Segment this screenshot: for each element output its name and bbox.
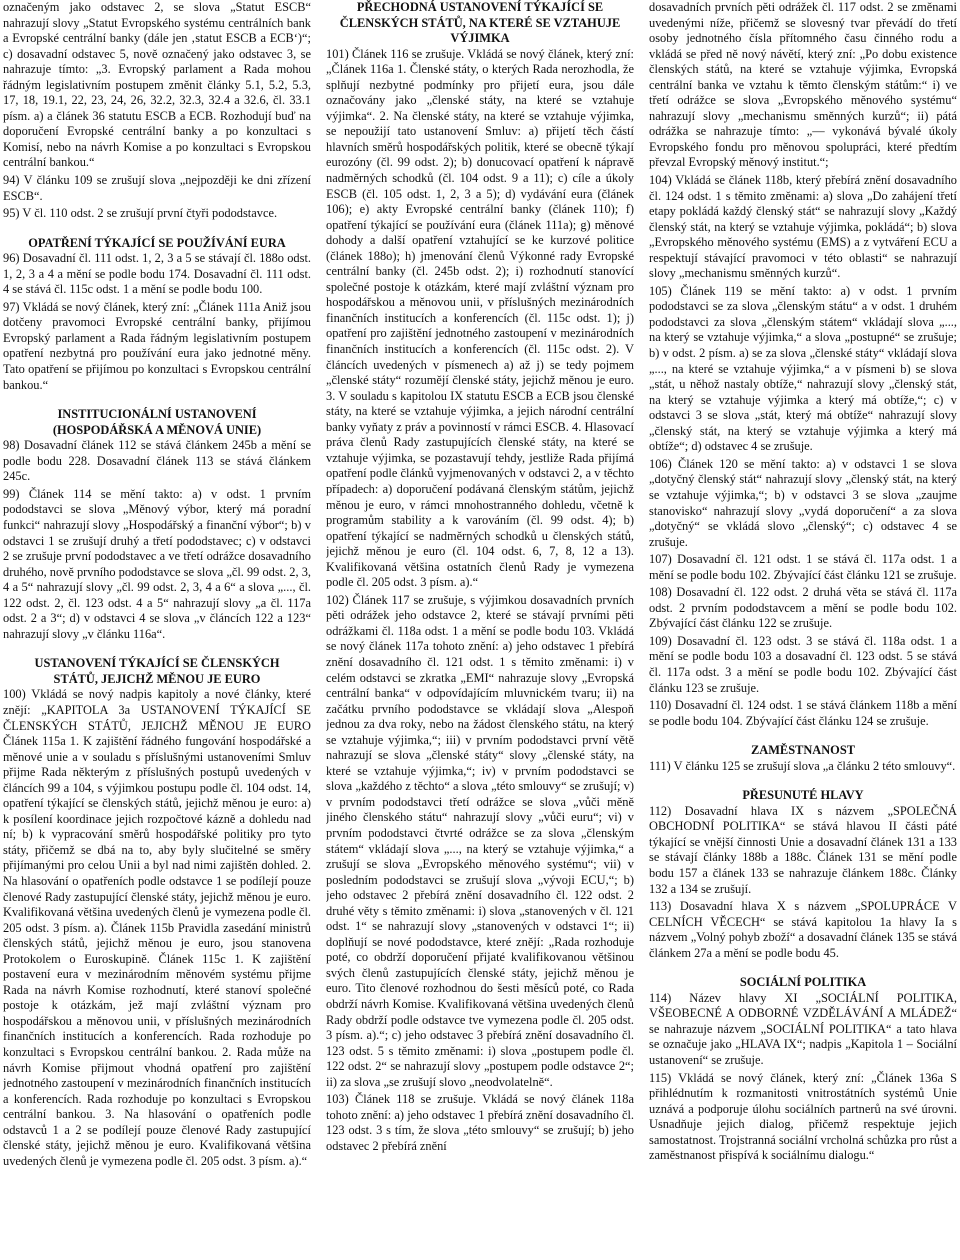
document-page [3,0,957,1260]
section-heading-line: ČLENSKÝCH STÁTŮ, NA KTERÉ SE VZTAHUJE [339,15,621,30]
paragraph: 94) V článku 109 se zrušují slova „nejpozději ke dni zřízení ESCB“. [3,173,311,203]
paragraph: 110) Dosavadní čl. 124 odst. 1 se stává článkem 118b a mění se podle bodu 104. Zbývající část článku 124 se zrušuje. [649,698,957,728]
section-heading-line: VÝJIMKA [450,31,510,46]
section-heading [3,236,311,252]
section-heading [649,743,957,759]
section-heading-line: OPATŘENÍ TÝKAJÍCÍ SE POUŽÍVÁNÍ EURA [28,235,286,250]
paragraph: 112) Dosavadní hlava IX s názvem „SPOLEČNÁ OBCHODNÍ POLITIKA“ se stává hlavou II části páté týkající se vnější činnosti Unie a dosavadní článek 131 a 133 se stávají články 188b a 188c. Článek 131 se mění podle bodu 157 a článek 133 se nahrazuje článkem 188c. Články 132 a 134 se zrušují. [649,803,957,896]
paragraph: 115) Vkládá se nový článek, který zní: „Článek 136a S přihlédnutím k rozmanitosti vnitrostátních systémů Unie uznává a podporuje úlohu sociálních partnerů na své úrovni. Usnadňuje jejich dialog, přičemž respektuje jejich samostatnost. Trojstranná sociální vrcholná schůzka pro růst a zaměstnanost přispívá k sociálnímu dialogu.“ [649,1070,957,1163]
paragraph: 102) Článek 117 se zrušuje, s výjimkou dosavadních prvních pěti odrážek jeho odstavce 2, které se stávají prvními pěti odrážkami čl. 118a odst. 1 a mění se podle bodu 103. Vkládá se nový článek 117a tohoto znění: a) jeho odstavec 1 přebírá znění dosavadního čl. 121 odst. 1 s těmito změnami: i) v celém odstavci se zkratka „EMI“ nahrazuje slovy „Evropská centrální banka“ v odpovídajícím mluvnickém tvaru; ii) na začátku prvního pododstavce se vkládají slova „Alespoň jednou za dva roky, nebo na žádost členského státu, na který se vztahuje výjimka,“; iii) v prvním pododstavci první větě nahrazují se slova „členské státy“ slovy „členské státy, na které se vztahuje výjimka,“; iv) v prvním pododstavci se slova „každého z těchto“ a slova „této smlouvy“ se zrušují; v) v prvním pododstavci třetí odrážce se slova „vůči měně jiného členského státu“ nahrazují slovy „vůči euru“; vi) v prvním pododstavci čtvrté odrážce se za slova „členským státem“ vkládají slova „..., na který se vztahuje výjimka,“ a zrušují se slova „Evropského měnového systému“; vii) v posledním pododstavci se zrušují slova „vývoji ECU,“; b) jeho odstavec 2 přebírá znění dosavadního čl. 122 odst. 2 druhé věty s těmito změnami: i) slova „stanovených v čl. 121 odst. 1“ se nahrazují slovy „stanovených v odstavci 1“; ii) doplňují se nové pododstavce, které znějí: „Rada rozhoduje poté, co obdrží doporučení přijaté kvalifikovanou většinou svých členů zastupujících členské státy, jejichž měnou je euro. Tito členové rozhodnou do šesti měsíců poté, co Rada obdrží návrh Komise. Kvalifikovaná většina uvedených členů Rady obdrží podle odstavce tve vymezena podle čl. 205 odst. 3 písm. a).“; c) jeho odstavec 3 přebírá znění dosavadního čl. 123 odst. 5 s těmito změnami: i) slova „postupem podle čl. 122 odst. 2“ se nahrazují slovy „postupem podle odstavce 2“; ii) za slova „se zrušují slovo „neodvolatelně“. [326,592,634,1089]
section-heading-line: STÁTŮ, JEJICHŽ MĚNOU JE EURO [53,671,261,686]
section-heading [326,0,634,47]
paragraph: 97) Vkládá se nový článek, který zní: „Článek 111a Aniž jsou dotčeny pravomoci Evropské centrální banky, přijímou Evropský parlament a Rada řádným legislativním postupem opatření nezbytná pro používání eura jako jednotné měny. Tato opatření se přijímou po konzultaci s Evropskou centrální bankou.“ [3,299,311,392]
paragraph: dosavadních prvních pěti odrážek čl. 117 odst. 2 se změnami uvedenými níže, přičemž se slovesný tvar převádí do třetí osoby jednotného čísla přítomného času činného rodu a vkládá se před ně nový návětí, který zní: „Po dobu existence členských států, na které se vztahuje výjimka, Evropská centrální banka ve vztahu k těmto členským státům:“ i) ve třetí odrážce se slova „Evropského měnového systému“ nahrazují slovy „mechanismu směnných kurzů“; ii) pátá odrážka se nahrazuje tímto: „— vykonává bývalé úkoly Evropského fondu pro měnovou spolupráci, které předtím převzal Evropský měnový institut.“; [649,0,957,170]
section-heading-line: SOCIÁLNÍ POLITIKA [739,975,867,990]
paragraph: 106) Článek 120 se mění takto: a) v odstavci 1 se slova „dotyčný členský stát“ nahrazují slovy „členský stát, na který se vztahuje výjimka,“; b) v odstavci 3 se slova „zaujme stanovisko“ nahrazují slovy „vydá doporučení“ a za slova „dotyčný“ se vkládá slovo „členský“; c) odstavec 4 se zrušuje. [649,456,957,549]
paragraph: 104) Vkládá se článek 118b, který přebírá znění dosavadního čl. 124 odst. 1 s těmito změnami: a) slova „Do zahájení třetí etapy pokládá každý členský stát“ se nahrazují slovy „Každý členský stát, na který se vztahuje výjimka, pokládá“; b) slova „Evropského měnového systému (EMS) a z vytváření ECU a respektují stávající pravomoci v této oblasti“ se nahrazují slovy „mechanismu směnných kurzů“. [649,173,957,281]
paragraph: 101) Článek 116 se zrušuje. Vkládá se nový článek, který zní: „Článek 116a 1. Členské státy, o kterých Rada nerozhodla, že splňují nezbytné podmínky pro přijetí eura, jsou dále označovány jako „členské státy, na které se vztahuje výjimka“. 2. Na členské státy, na které se vztahuje výjimka, se nepoužijí tato ustanovení Smluv: a) přijetí těch částí hlavních směrů hospodářských politik, které se obecně týkají eurozóny (čl. 99 odst. 2); b) donucovací opatření k nápravě nadměrných schodků (čl. 104 odst. 9 a 11); c) cíle a úkoly ESCB (čl. 105 odst. 1, 2, 3 a 5); d) vydávání eura (článek 106); e) akty Evropské centrální banky (článek 110); f) opatření týkající se používání eura (článek 111a); g) měnové dohody a další opatření vztahující se ke kurzové politice (článek 188o); h) jmenování členů Výkonné rady Evropské centrální banky (čl. 245b odst. 2); i) rozhodnutí stanovící společné postoje k otázkám, které mají zvláštní význam pro hospodářskou a měnovou unii, v příslušných mezinárodních finančních institucích a konferencích (čl. 115c odst. 1); j) opatření pro zajištění jednotného zastoupení v mezinárodních finančních institucích a konferencích (čl. 115c odst. 2). V článcích uvedených v písmenech a) až j) se tedy pojmem „členské státy“ rozumějí členské státy, jejichž měnou je euro. 3. V souladu s kapitolou IX statutu ESCB a ECB jsou členské státy, na které se vztahuje výjimka, a jejich národní centrální banky vyňaty z práv a povinností v rámci ESCB. 4. Hlasovací práva členů Rady zastupujících členské státy, na které se vztahuje výjimka, se pozastavují tehdy, jestliže Rada přijímá opatření podle článků vyjmenovaných v odstavci 2, a v těchto případech: a) doporučení podávaná členským státům, jejichž měnou je euro, v rámci mnohostranného dohledu, včetně k programům stability a k varováním (čl. 99 odst. 4); b) opatření týkající se nadměrných schodků u členských států, jejichž měnou je euro (čl. 104 odst. 6, 7, 8, 12 a 13). Kvalifikovaná většina ostatních členů Rady je vymezena podle čl. 205 odst. 3 písm. a).“ [326,46,634,590]
paragraph: 114) Název hlavy XI „SOCIÁLNÍ POLITIKA, VŠEOBECNÉ A ODBORNÉ VZDĚLÁVÁNÍ A MLÁDEŽ“ se nahrazuje názvem „SOCIÁLNÍ POLITIKA“ a tato hlava se označuje jako „HLAVA IX“; nadpis „Kapitola 1 – Sociální ustanovení“ se zrušuje. [649,990,957,1067]
paragraph: 108) Dosavadní čl. 122 odst. 2 druhá věta se stává čl. 117a odst. 2 prvním pododstavcem a mění se podle bodu 102. Zbývající část článku 122 se zrušuje. [649,585,957,631]
paragraph: 99) Článek 114 se mění takto: a) v odst. 1 prvním pododstavci se slova „Měnový výbor, který má poradní funkci“ nahrazují slovy „Hospodářský a finanční výbor“; b) v odstavci 1 se zrušují druhý a třetí pododstavec; c) v odstavci 2 se zrušuje první pododstavec a ve třetí odrážce dosavadního druhého, nově prvního pododstavce se slova „čl. 99 odst. 2, 3, 4 a 5“ nahrazují slovy „čl. 99 odst. 2, 3, 4 a 6“ a slova „..., čl. 122 odst. 2, čl. 123 odst. 4 a 5“ nahrazují slovy „a čl. 117a odst. 2 a 3“; d) v odstavci 4 se slova „v článcích 122 a 123“ nahrazují slovy „v článku 116a“. [3,486,311,641]
section-heading [649,975,957,991]
paragraph: 111) V článku 125 se zrušují slova „a článku 2 této smlouvy“. [649,758,956,773]
paragraph: 105) Článek 119 se mění takto: a) v odst. 1 prvním pododstavci se za slova „členským státu“ a v odst. 1 druhém pododstavci za slova „členským státem“ vkládají slova „..., na který se vztahuje výjimka,“ a slova „postupné“ se zrušuje; b) v odst. 2 písm. a) se za slova „členské státy“ vkládají slova „..., na které se vztahuje výjimka,“ a v písmeni b) se slova „stát, u něhož nastaly obtíže,“ nahrazují slovy „členský stát, na který se vztahuje výjimka a který má obtíže,“; c) v odstavci 3 se slova „stát, který má obtíže“ nahrazují slovy „členský stát, na který se vztahuje výjimka a který má obtíže“; d) odstavec 4 se zrušuje. [649,283,957,454]
section-heading-line: (HOSPODÁŘSKÁ A MĚNOVÁ UNIE) [52,422,262,437]
paragraph: 109) Dosavadní čl. 123 odst. 3 se stává čl. 118a odst. 1 a mění se podle bodu 103 a dosavadní čl. 123 odst. 5 se stává čl. 117a odst. 3 a mění se podle bodu 102. Zbývající část článku 123 se zrušuje. [649,633,957,695]
section-heading [3,407,311,438]
text-column-2 [326,0,634,1260]
section-heading-line: PŘECHODNÁ USTANOVENÍ TÝKAJÍCÍ SE [356,0,604,14]
section-heading-line: USTANOVENÍ TÝKAJÍCÍ SE ČLENSKÝCH [34,656,280,671]
text-column-3 [649,0,957,1260]
paragraph: 103) Článek 118 se zrušuje. Vkládá se nový článek 118a tohoto znění: a) jeho odstavec 1 přebírá znění dosavadního čl. 123 odst. 3 s tím, že slova „této smlouvy“ se zrušují; b) jeho odstavec 2 přebírá znění [326,1092,634,1153]
section-heading [3,656,311,687]
paragraph: 107) Dosavadní čl. 121 odst. 1 se stává čl. 117a odst. 1 a mění se podle bodu 102. Zbývající část článku 121 se zrušuje. [649,552,957,582]
text-column-1 [3,0,311,1260]
paragraph: 113) Dosavadní hlava X s názvem „SPOLUPRÁCE V CELNÍCH VĚCECH“ se stává kapitolou 1a hlavy Ia s názvem „Volný pohyb zboží“ a dosavadní článek 135 se stává článkem 27a a mění se podle bodu 45. [649,899,957,960]
section-heading [649,788,957,804]
paragraph: 100) Vkládá se nový nadpis kapitoly a nové články, které znějí: „KAPITOLA 3a USTANOVENÍ TÝKAJÍCÍ SE ČLENSKÝCH STÁTŮ, JEJICHŽ MĚNOU JE EURO Článek 115a 1. K zajištění řádného fungování hospodářské a měnové unie a v souladu s příslušnými ustanoveními Smluv přijme Rada některým z příslušných postupů uvedených v článcích 99 a 104, s výjimkou postupu podle čl. 104 odst. 14, opatření týkající se členských států, jejichž měnou je euro: a) k posílení koordinace jejich rozpočtové kázně a dohledu nad ní; b) k vypracování směrů hospodářské politiky pro tyto státy, přičemž se dbá na to, aby byly slučitelné se směry přijímanými pro celou Unii a byl nad nimi zajištěn dohled. 2. Na hlasování o opatřeních podle odstavce 1 se podílejí pouze členové Rady zastupující členské státy, jejichž měnou je euro. Kvalifikovaná většina uvedených členů je vymezena podle čl. 205 odst. 3 písm. a). Článek 115b Pravidla zasedání ministrů členských států, jejichž měnou je euro, jsou stanovena Protokolem o Euroskupině. Článek 115c 1. K zajištění postavení eura v mezinárodním měnovém systému přijme Rada na návrh Komise rozhodnutí, které stanoví společné postoje k otázkám, jež mají zvláštní význam pro hospodářskou a měnovou unii, v příslušných mezinárodních finančních institucích a konferencích. Rada rozhoduje po konzultaci s Evropskou centrální bankou. 2. Rada může na návrh Komise přijmout vhodná opatření pro zajištění jednotného zastoupení v mezinárodních finančních institucích a konferencích. Rada rozhoduje po konzultaci s Evropskou centrální bankou. 3. Na hlasování o opatřeních podle odstavců 1 a 2 se podílejí pouze členové Rady zastupující členské státy, jejichž měnou je euro. Kvalifikovaná většina uvedených členů je vymezena podle čl. 205 odst. 3 písm. a).“ [3,687,311,1168]
section-heading-line: ZAMĚSTNANOST [751,743,855,758]
section-heading-line: INSTITUCIONÁLNÍ USTANOVENÍ [57,407,257,422]
paragraph: 98) Dosavadní článek 112 se stává článkem 245b a mění se podle bodu 228. Dosavadní článek 113 se stává článkem 245c. [3,438,311,484]
paragraph: 95) V čl. 110 odst. 2 se zrušují první čtyři pododstavce. [3,206,278,221]
section-heading-line: PŘESUNUTÉ HLAVY [742,788,864,803]
paragraph: 96) Dosavadní čl. 111 odst. 1, 2, 3 a 5 se stávají čl. 188o odst. 1, 2, 3 a 4 a mění se podle bodu 174. Dosavadní čl. 111 odst. 4 se stává čl. 115c odst. 1 a mění se podle bodu 100. [3,251,311,297]
paragraph: označeným jako odstavec 2, se slova „Statut ESCB“ nahrazují slovy „Statut Evropského systému centrálních bank a Evropské centrální banky (dále jen ‚statut ESCB a ECB‘)“; c) dosavadní odstavec 5, nově označený jako odstavec 3, se nahrazuje tímto: „3. Evropský parlament a Rada mohou řádným legislativním postupem změnit články 5.1, 5.2, 5.3, 17, 18, 19.1, 22, 23, 24, 26, 32.2, 32.3, 32.4 a 32.6, čl. 33.1 písm. a) a článek 36 statutu ESCB a ECB. Rozhodují buď na doporučení Evropské centrální banky a po konzultaci s Komisí, nebo na návrh Komise a po konzultaci s Evropskou centrální bankou.“ [3,0,311,170]
